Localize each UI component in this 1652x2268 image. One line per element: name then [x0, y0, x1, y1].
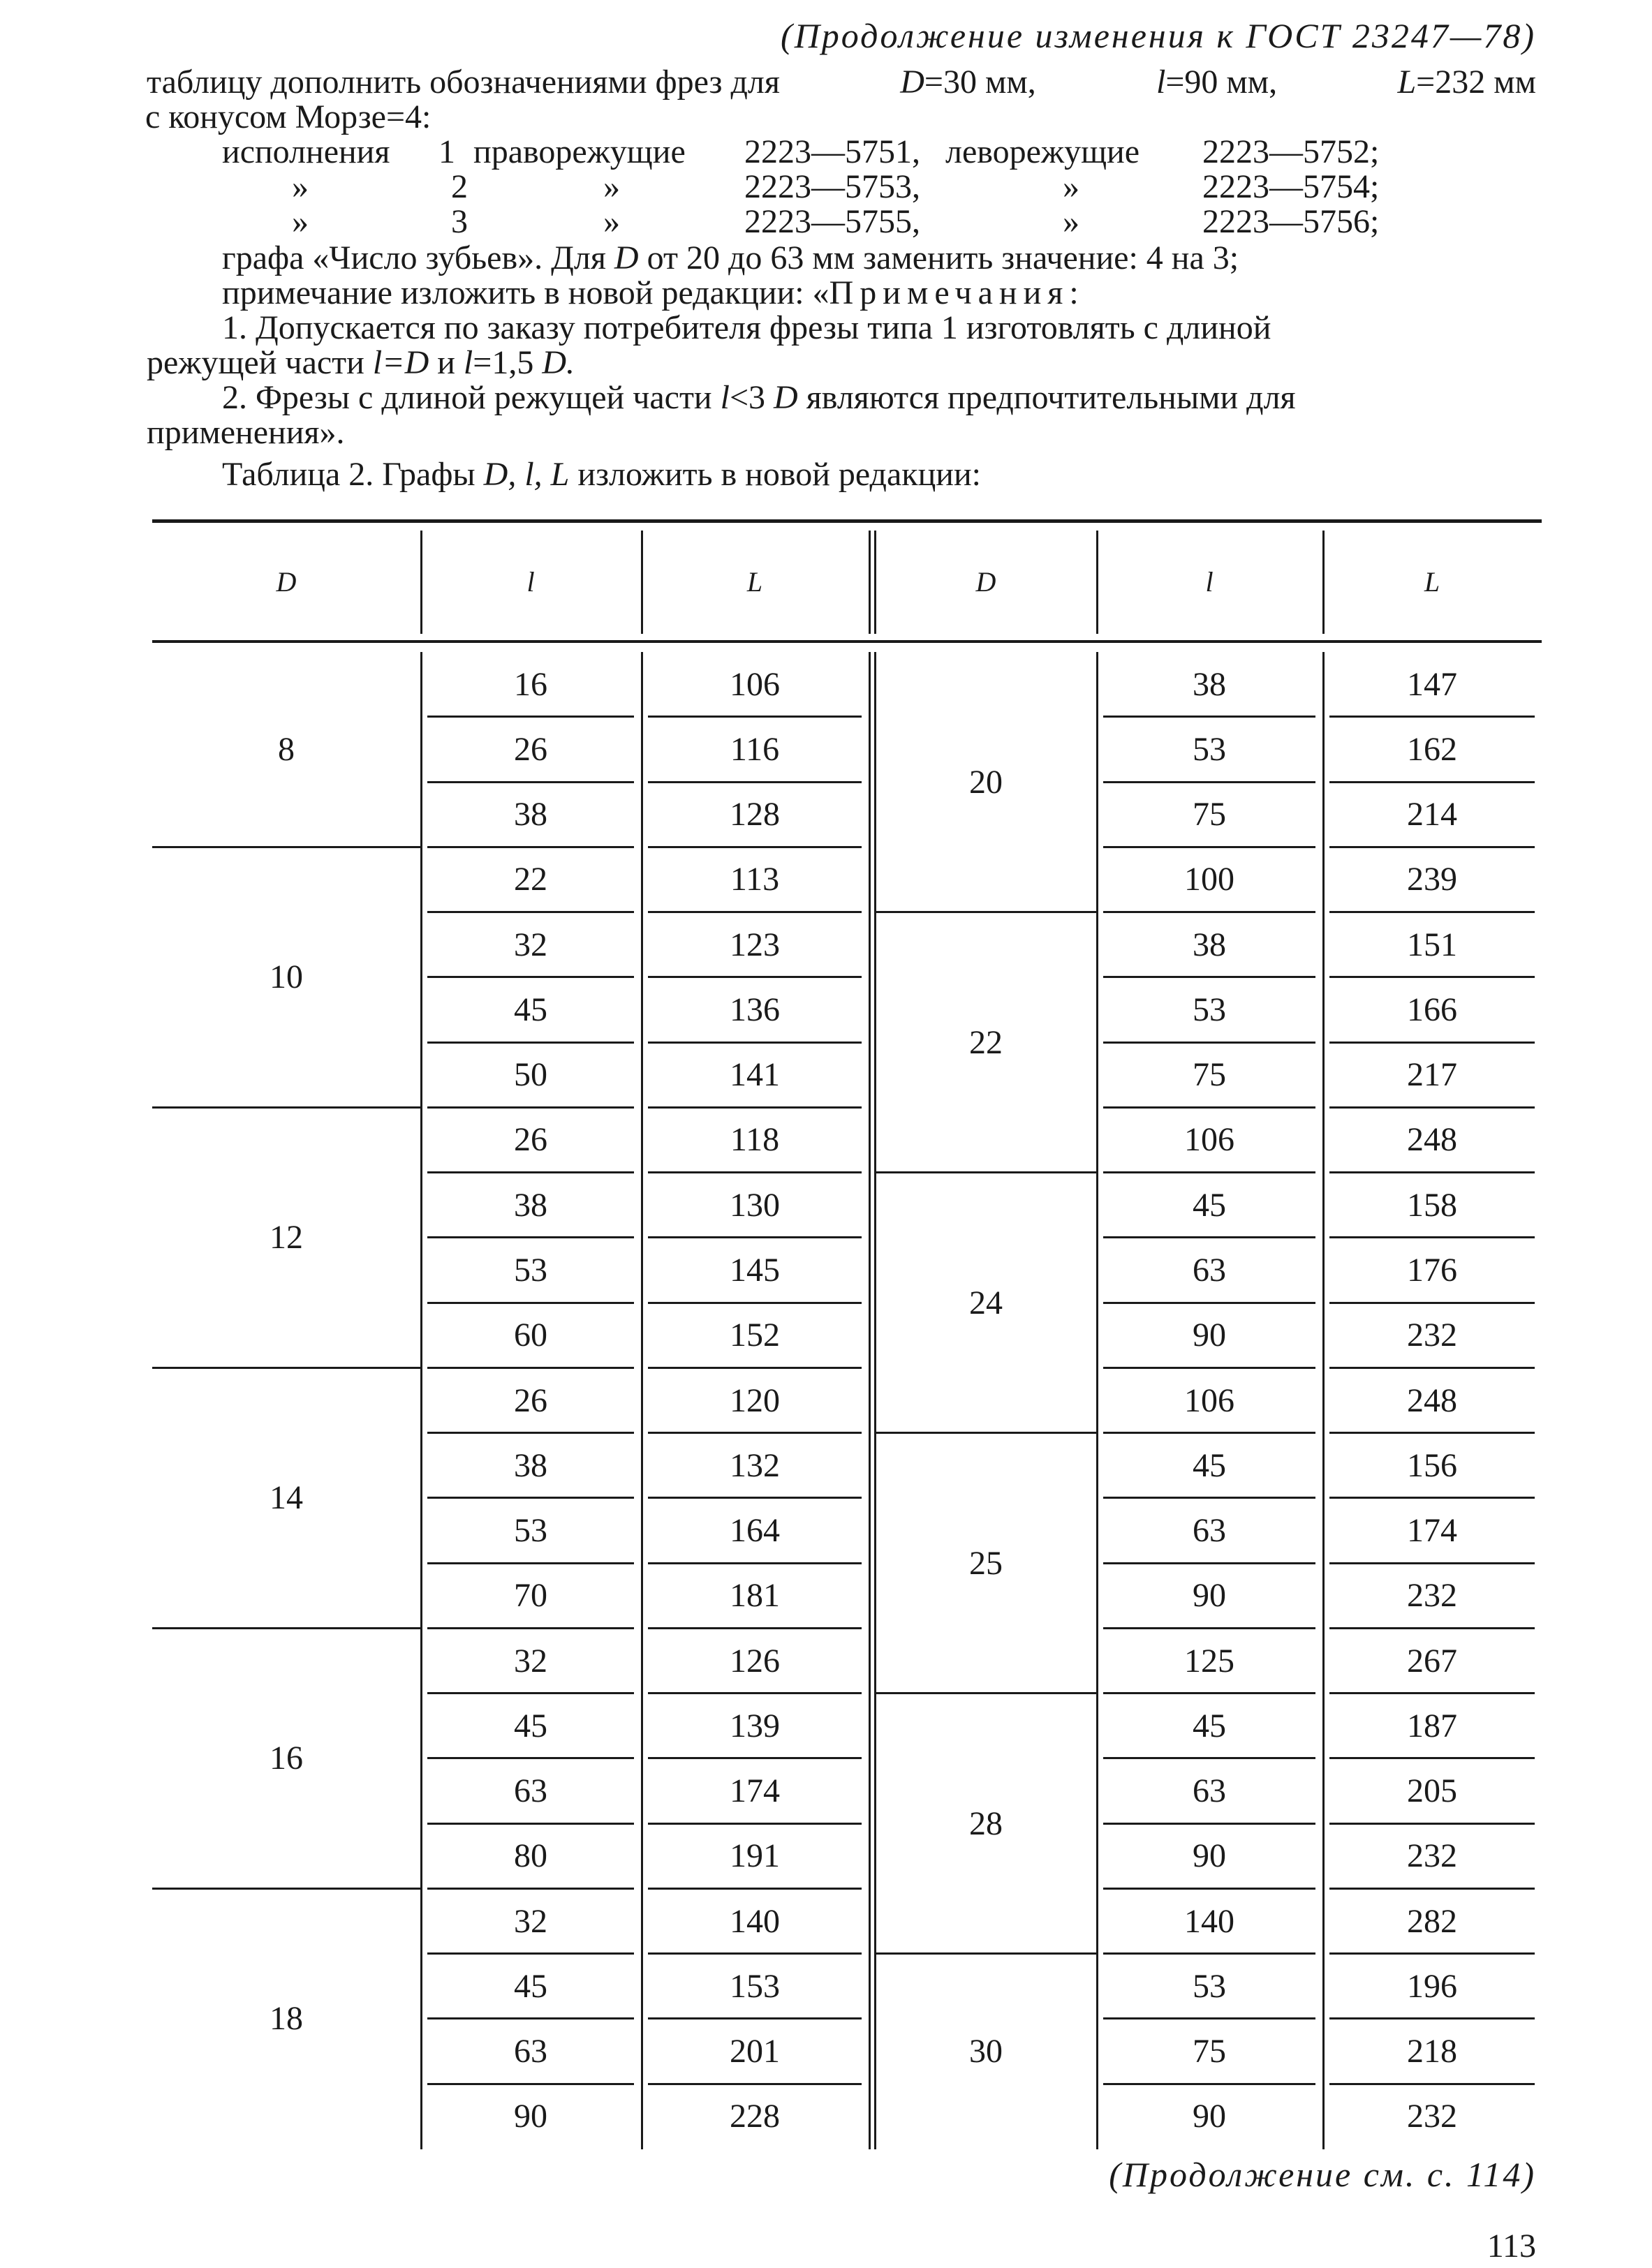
L-value: 120 [730, 1381, 780, 1419]
row-rule [1329, 716, 1535, 718]
l-value: 50 [514, 1056, 547, 1094]
order-label: » [292, 168, 309, 205]
L-value: 232 [1407, 1317, 1457, 1354]
row-rule [1329, 976, 1535, 978]
order-row [222, 203, 1535, 240]
l-value: 100 [1184, 861, 1234, 898]
row-rule [427, 781, 634, 783]
L-value: 174 [1407, 1512, 1457, 1550]
order-right-code: 2223—5753, [744, 168, 920, 205]
note-intro-text: примечание изложить в новой редакции: « [222, 274, 829, 311]
column-rule [1322, 531, 1325, 634]
row-rule [1329, 1042, 1535, 1044]
L-value: 201 [730, 2033, 780, 2070]
row-rule [648, 1952, 862, 1955]
L-value: 205 [1407, 1772, 1457, 1810]
order-right-label: » [603, 168, 620, 205]
group-d-value: 28 [969, 1804, 1003, 1842]
l-value: 106 [1184, 1381, 1234, 1419]
row-rule [427, 1171, 634, 1173]
row-rule [648, 1562, 862, 1564]
L-value: 139 [730, 1707, 780, 1744]
l-value: 63 [1193, 1251, 1226, 1289]
l-value: 75 [1193, 1056, 1226, 1094]
row-rule [648, 976, 862, 978]
l-value: 32 [514, 1642, 547, 1680]
l-value: 38 [514, 796, 547, 833]
row-rule [648, 1042, 862, 1044]
row-rule [648, 1432, 862, 1434]
row-rule [1329, 1302, 1535, 1304]
L-value: 232 [1407, 2098, 1457, 2135]
note-1-factor: =1,5 [473, 344, 534, 381]
l-value: 63 [1193, 1512, 1226, 1550]
l-value: 63 [1193, 1772, 1226, 1810]
l-value: 26 [514, 1381, 547, 1419]
table-intro-line [222, 456, 981, 493]
L-value: 106 [730, 665, 780, 703]
row-rule [427, 1497, 634, 1499]
page-number: 113 [1487, 2228, 1536, 2265]
L-value: 248 [1407, 1381, 1457, 1419]
row-rule [1103, 2017, 1315, 2019]
L-value: 267 [1407, 1642, 1457, 1680]
L-value: 116 [730, 730, 780, 768]
group-rule [876, 911, 1096, 913]
teeth-text-a: графа «Число зубьев». Для [222, 239, 606, 276]
column-double-rule [874, 652, 876, 2149]
l-value: 75 [1193, 2033, 1226, 2070]
L-value: 181 [730, 1577, 780, 1615]
row-rule [648, 1302, 862, 1304]
row-rule [427, 846, 634, 848]
table-intro-text-c: изложить в новой редакции: [577, 456, 981, 493]
row-rule [1103, 1432, 1315, 1434]
order-right-label: праворежущие [473, 133, 686, 170]
intro-line-2: с конусом Морзе=4: [145, 98, 432, 135]
group-d-value: 14 [270, 1479, 303, 1517]
teeth-line [222, 239, 1239, 276]
row-rule [1103, 1562, 1315, 1564]
row-rule [1103, 1042, 1315, 1044]
l-value: 45 [1193, 1446, 1226, 1484]
row-rule [1103, 976, 1315, 978]
row-rule [1103, 781, 1315, 783]
row-rule [1329, 781, 1535, 783]
L-value: 130 [730, 1186, 780, 1224]
group-d-value: 25 [969, 1544, 1003, 1582]
note-1-line-1: 1. Допускается по заказу потребителя фрезы типа 1 изготовлять с длиной [222, 309, 1271, 346]
L-value: 218 [1407, 2033, 1457, 2070]
row-rule [648, 1367, 862, 1369]
row-rule [1103, 1627, 1315, 1629]
continuation-footer: (Продолжение см. с. 114) [1109, 2155, 1536, 2194]
L-value: 162 [1407, 730, 1457, 768]
group-d-value: 12 [270, 1219, 303, 1257]
L-value: 156 [1407, 1446, 1457, 1484]
row-rule [1329, 1888, 1535, 1890]
group-d-value: 18 [270, 2000, 303, 2038]
intro-d-value: =30 мм, [924, 64, 1036, 101]
intro-l-symbol: l [1156, 64, 1166, 101]
row-rule [648, 716, 862, 718]
column-header-right-l: l [1205, 566, 1214, 598]
row-rule [1329, 2083, 1535, 2085]
L-value: 126 [730, 1642, 780, 1680]
group-rule [152, 1367, 420, 1369]
row-rule [648, 1823, 862, 1825]
group-rule [152, 846, 420, 848]
note-2-line-2: применения». [147, 414, 345, 451]
L-value: 232 [1407, 1837, 1457, 1875]
intro-d-symbol: D [900, 64, 924, 101]
row-rule [1329, 1757, 1535, 1759]
L-value: 217 [1407, 1056, 1457, 1094]
L-value: 196 [1407, 1967, 1457, 2005]
l-value: 53 [1193, 1967, 1226, 2005]
L-value: 123 [730, 926, 780, 963]
row-rule [1329, 1823, 1535, 1825]
l-value: 45 [514, 991, 547, 1028]
L-value: 191 [730, 1837, 780, 1875]
group-d-value: 24 [969, 1284, 1003, 1321]
l-value: 26 [514, 1121, 547, 1159]
L-value: 214 [1407, 796, 1457, 833]
column-header-left-l: l [526, 566, 535, 598]
column-rule [641, 531, 643, 634]
row-rule [1103, 1888, 1315, 1890]
group-d-value: 22 [969, 1023, 1003, 1061]
intro-text-a: таблицу дополнить обозначениями фрез для [147, 64, 780, 101]
group-rule [152, 1627, 420, 1629]
L-value: 153 [730, 1967, 780, 2005]
row-rule [1103, 1692, 1315, 1694]
continuation-header: (Продолжение изменения к ГОСТ 23247—78) [781, 16, 1536, 55]
group-rule [152, 1888, 420, 1890]
row-rule [1103, 1757, 1315, 1759]
column-rule [1096, 531, 1098, 634]
row-rule [1103, 1497, 1315, 1499]
l-value: 45 [514, 1967, 547, 2005]
column-header-left-D: D [276, 566, 297, 598]
row-rule [1329, 1171, 1535, 1173]
L-value: 166 [1407, 991, 1457, 1028]
row-rule [427, 1823, 634, 1825]
intro-line-1 [147, 64, 1536, 101]
row-rule [1329, 846, 1535, 848]
note-1-and: и [437, 344, 455, 381]
note-2-line-1 [222, 379, 1296, 416]
column-header-right-D: D [975, 566, 996, 598]
note-2-d-symbol: D [774, 379, 798, 416]
dimensions-table [152, 519, 1542, 2149]
row-rule [1329, 1627, 1535, 1629]
row-rule [648, 2083, 862, 2085]
row-rule [1103, 1302, 1315, 1304]
order-left-label: леворежущие [945, 133, 1140, 170]
row-rule [427, 976, 634, 978]
l-value: 140 [1184, 1902, 1234, 1940]
row-rule [427, 911, 634, 913]
order-number: 3 [451, 203, 468, 240]
L-value: 164 [730, 1512, 780, 1550]
column-double-rule [869, 531, 871, 634]
l-value: 38 [1193, 926, 1226, 963]
row-rule [1329, 1432, 1535, 1434]
intro-l-value: =90 мм, [1165, 64, 1278, 101]
intro-L-symbol: L [1397, 64, 1417, 101]
row-rule [1329, 1562, 1535, 1564]
order-right-label: » [603, 203, 620, 240]
L-value: 152 [730, 1317, 780, 1354]
note-2-text-a: 2. Фрезы с длиной режущей части [222, 379, 712, 416]
l-value: 45 [1193, 1186, 1226, 1224]
row-rule [427, 1692, 634, 1694]
note-2-text-e: являются предпочтительными для [806, 379, 1296, 416]
order-number: 2 [451, 168, 468, 205]
L-value: 187 [1407, 1707, 1457, 1744]
L-value: 141 [730, 1056, 780, 1094]
row-rule [427, 1042, 634, 1044]
note-2-relation: <3 [729, 379, 766, 416]
row-rule [427, 1367, 634, 1369]
note-1-line-2 [147, 344, 575, 381]
row-rule [1103, 1236, 1315, 1238]
l-value: 45 [514, 1707, 547, 1744]
l-value: 60 [514, 1317, 547, 1354]
L-value: 147 [1407, 665, 1457, 703]
l-value: 70 [514, 1577, 547, 1615]
l-value: 38 [514, 1446, 547, 1484]
row-rule [648, 1627, 862, 1629]
table-header-rule [152, 640, 1542, 643]
l-value: 90 [1193, 1837, 1226, 1875]
group-d-value: 20 [969, 763, 1003, 801]
row-rule [1329, 911, 1535, 913]
row-rule [427, 716, 634, 718]
row-rule [648, 1106, 862, 1109]
group-rule [876, 1952, 1096, 1955]
group-rule [876, 1171, 1096, 1173]
note-1-d-symbol: D. [542, 344, 575, 381]
row-rule [648, 1888, 862, 1890]
row-rule [648, 2017, 862, 2019]
note-1-formula-1: l=D [372, 344, 429, 381]
L-value: 140 [730, 1902, 780, 1940]
row-rule [427, 1302, 634, 1304]
row-rule [648, 1757, 862, 1759]
l-value: 90 [1193, 1577, 1226, 1615]
row-rule [427, 1106, 634, 1109]
L-value: 282 [1407, 1902, 1457, 1940]
L-value: 118 [730, 1121, 780, 1159]
column-double-rule [874, 531, 876, 634]
row-rule [1103, 1106, 1315, 1109]
row-rule [1103, 716, 1315, 718]
l-value: 106 [1184, 1121, 1234, 1159]
row-rule [1329, 1952, 1535, 1955]
row-rule [1103, 1171, 1315, 1173]
table-intro-columns: D, l, L [483, 456, 570, 493]
table-top-rule [152, 519, 1542, 523]
l-value: 90 [514, 2098, 547, 2135]
L-value: 176 [1407, 1251, 1457, 1289]
table-intro-text-a: Таблица 2. Графы [222, 456, 475, 493]
row-rule [648, 1236, 862, 1238]
row-rule [1329, 2017, 1535, 2019]
l-value: 38 [1193, 665, 1226, 703]
L-value: 128 [730, 796, 780, 833]
group-d-value: 30 [969, 2033, 1003, 2070]
row-rule [648, 911, 862, 913]
l-value: 26 [514, 730, 547, 768]
l-value: 38 [514, 1186, 547, 1224]
order-right-code: 2223—5755, [744, 203, 920, 240]
row-rule [1329, 1236, 1535, 1238]
row-rule [1103, 1367, 1315, 1369]
row-rule [1329, 1497, 1535, 1499]
order-left-code: 2223—5754; [1202, 168, 1380, 205]
l-value: 90 [1193, 1317, 1226, 1354]
teeth-d-symbol: D [614, 239, 639, 276]
L-value: 151 [1407, 926, 1457, 963]
l-value: 53 [514, 1512, 547, 1550]
note-1-l-symbol: l [463, 344, 473, 381]
row-rule [648, 1692, 862, 1694]
l-value: 63 [514, 2033, 547, 2070]
row-rule [427, 1952, 634, 1955]
order-left-label: » [1063, 203, 1079, 240]
note-1-text-a: режущей части [147, 344, 364, 381]
l-value: 80 [514, 1837, 547, 1875]
row-rule [1329, 1106, 1535, 1109]
order-left-code: 2223—5756; [1202, 203, 1380, 240]
L-value: 158 [1407, 1186, 1457, 1224]
L-value: 145 [730, 1251, 780, 1289]
l-value: 63 [514, 1772, 547, 1810]
row-rule [427, 2083, 634, 2085]
column-double-rule [869, 652, 871, 2149]
group-d-value: 8 [278, 730, 295, 768]
l-value: 22 [514, 861, 547, 898]
order-left-code: 2223—5752; [1202, 133, 1380, 170]
order-row [222, 133, 1535, 170]
order-left-label: » [1063, 168, 1079, 205]
row-rule [427, 1562, 634, 1564]
group-d-value: 10 [270, 958, 303, 996]
row-rule [1103, 2083, 1315, 2085]
row-rule [648, 1171, 862, 1173]
column-header-right-L: L [1424, 566, 1440, 598]
L-value: 232 [1407, 1577, 1457, 1615]
L-value: 132 [730, 1446, 780, 1484]
row-rule [427, 1432, 634, 1434]
l-value: 32 [514, 1902, 547, 1940]
group-d-value: 16 [270, 1740, 303, 1777]
row-rule [427, 1757, 634, 1759]
L-value: 136 [730, 991, 780, 1028]
note-heading: Примечания [829, 274, 1070, 311]
column-rule [420, 531, 422, 634]
row-rule [1329, 1692, 1535, 1694]
L-value: 228 [730, 2098, 780, 2135]
note-intro-line [222, 274, 1079, 311]
row-rule [648, 846, 862, 848]
l-value: 53 [1193, 730, 1226, 768]
l-value: 45 [1193, 1707, 1226, 1744]
l-value: 16 [514, 665, 547, 703]
order-label: исполнения [222, 133, 390, 170]
row-rule [648, 781, 862, 783]
l-value: 75 [1193, 796, 1226, 833]
row-rule [427, 1888, 634, 1890]
group-rule [876, 1432, 1096, 1434]
note-2-l-symbol: l [720, 379, 730, 416]
l-value: 53 [514, 1251, 547, 1289]
row-rule [1103, 1823, 1315, 1825]
row-rule [427, 1236, 634, 1238]
note-intro-end: : [1069, 274, 1079, 311]
row-rule [1103, 911, 1315, 913]
column-header-left-L: L [746, 566, 763, 598]
row-rule [648, 1497, 862, 1499]
order-number: 1 [438, 133, 455, 170]
row-rule [427, 1627, 634, 1629]
row-rule [1329, 1367, 1535, 1369]
l-value: 90 [1193, 2098, 1226, 2135]
teeth-text-c: от 20 до 63 мм заменить значение: 4 на 3; [647, 239, 1239, 276]
L-value: 174 [730, 1772, 780, 1810]
row-rule [1103, 1952, 1315, 1955]
l-value: 125 [1184, 1642, 1234, 1680]
L-value: 248 [1407, 1121, 1457, 1159]
group-rule [876, 1692, 1096, 1694]
L-value: 239 [1407, 861, 1457, 898]
order-label: » [292, 203, 309, 240]
l-value: 53 [1193, 991, 1226, 1028]
order-row [222, 168, 1535, 205]
row-rule [1103, 846, 1315, 848]
L-value: 113 [730, 861, 780, 898]
order-right-code: 2223—5751, [744, 133, 920, 170]
intro-L-value: =232 мм [1416, 64, 1536, 101]
row-rule [427, 2017, 634, 2019]
l-value: 32 [514, 926, 547, 963]
group-rule [152, 1106, 420, 1109]
